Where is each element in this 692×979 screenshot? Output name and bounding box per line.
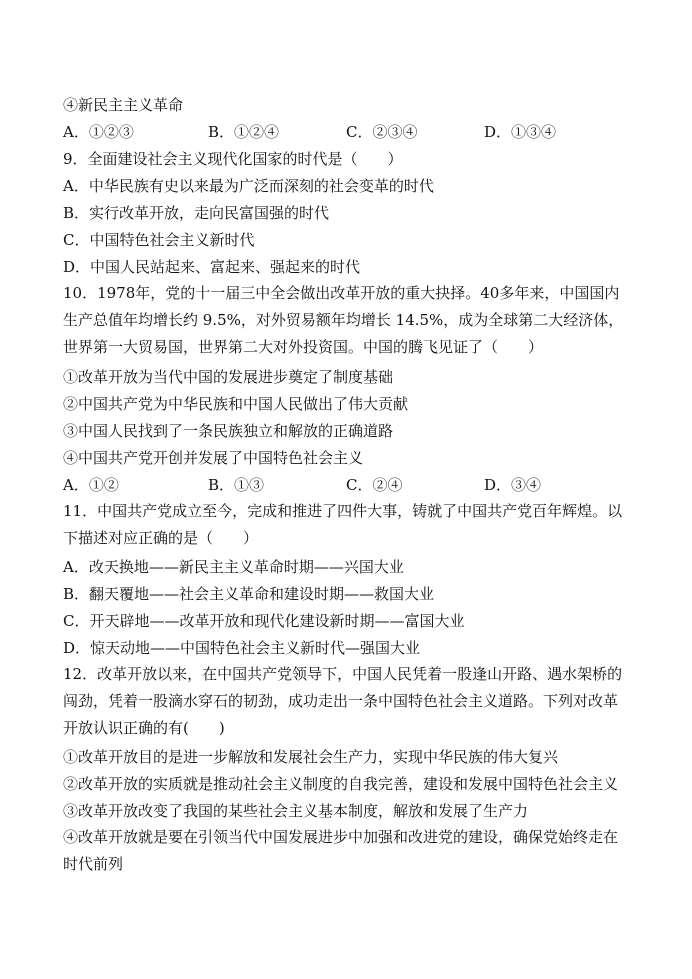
q12-item-3: ③改革开放改变了我国的某些社会主义基本制度，解放和发展了生产力 (63, 802, 529, 820)
q10-option-c: C．②④ (346, 476, 403, 494)
q11-choice-d: D．惊天动地——中国特色社会主义新时代—强国大业 (63, 639, 421, 657)
q8-options (63, 122, 629, 142)
q11-choice-a: A．改天换地——新民主主义革命时期——兴国大业 (63, 558, 404, 576)
q8-option-a: A．①②③ (63, 123, 134, 141)
q8-option-b: B．①②④ (208, 123, 280, 141)
q12-stem: 12．改革开放以来，在中国共产党领导下，中国人民凭着一股逢山开路、遇水架桥的闯劲，凭着一股滴水穿石的韧劲，成功走出一条中国特色社会主义道路。下列对改革开放认识正确的有( ) (63, 665, 623, 737)
q12-item-2: ②改革开放的实质就是推动社会主义制度的自我完善，建设和发展中国特色社会主义 (63, 775, 619, 793)
q10-item-2: ②中国共产党为中华民族和中国人民做出了伟大贡献 (63, 395, 409, 413)
q10-options (63, 475, 629, 495)
q9-choice-b: B．实行改革开放，走向民富国强的时代 (63, 204, 330, 222)
q11-stem: 11．中国共产党成立至今，完成和推进了四件大事，铸就了中国共产党百年辉煌。以下描述对应正确的是（ ） (63, 502, 623, 547)
q9-choice-c: C．中国特色社会主义新时代 (63, 231, 255, 249)
q10-item-1: ①改革开放为当代中国的发展进步奠定了制度基础 (63, 368, 394, 386)
q12-item-1: ①改革开放目的是进一步解放和发展社会生产力，实现中华民族的伟大复兴 (63, 748, 559, 766)
q10-stem: 10．1978年，党的十一届三中全会做出改革开放的重大抉择。40多年来，中国国内生产总值年均增长约 9.5%，对外贸易额年均增长 14.5%，成为全球第二大经济体，世界第一大贸易国，世界第二大对外投资国。中国的腾飞见证了（ ） (63, 284, 624, 356)
q11-choice-c: C．开天辟地——改革开放和现代化建设新时期——富国大业 (63, 612, 465, 630)
q10-option-a: A．①② (63, 476, 119, 494)
q8-option-c: C．②③④ (346, 123, 418, 141)
q10-item-3: ③中国人民找到了一条民族独立和解放的正确道路 (63, 422, 394, 440)
q9-stem: 9．全面建设社会主义现代化国家的时代是（ ） (63, 150, 403, 168)
q9-choice-a: A．中华民族有史以来最为广泛而深刻的社会变革的时代 (63, 177, 434, 195)
q12-item-4: ④改革开放就是要在引领当代中国发展进步中加强和改进党的建设，确保党始终走在时代前列 (63, 828, 619, 873)
q11-choice-b: B．翻天覆地——社会主义革命和建设时期——救国大业 (63, 585, 435, 603)
q10-option-b: B．①③ (208, 476, 265, 494)
q8-item-4: ④新民主主义革命 (63, 96, 184, 114)
q8-option-d: D．①③④ (484, 123, 557, 141)
q10-item-4: ④中国共产党开创并发展了中国特色社会主义 (63, 449, 364, 467)
q10-option-d: D．③④ (484, 476, 542, 494)
q9-choice-d: D．中国人民站起来、富起来、强起来的时代 (63, 258, 361, 276)
